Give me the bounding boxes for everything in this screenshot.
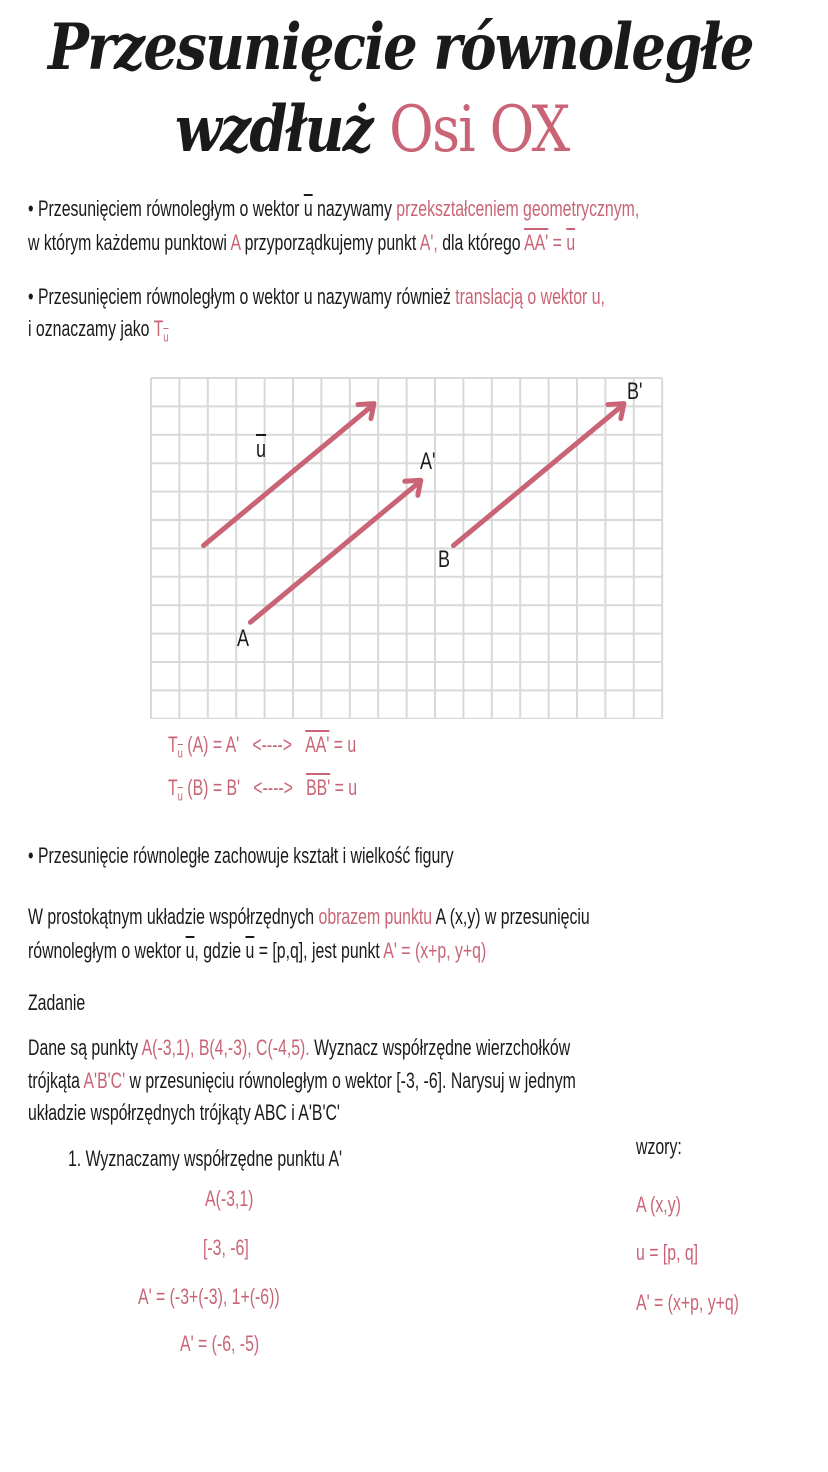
vector-AA-arrow: [250, 484, 416, 622]
calc-3: A' = (-3+(-3), 1+(-6)): [138, 1284, 280, 1309]
point-A-prime: A',: [419, 230, 438, 255]
text: T: [168, 732, 178, 757]
vector-AA: AA': [524, 230, 549, 255]
text: AA': [305, 732, 330, 757]
task-step-1: 1. Wyznaczamy współrzędne punktu A': [68, 1146, 343, 1171]
vector-u: $\overline{u}$: [566, 230, 576, 255]
translation-subscript: u: [163, 329, 169, 345]
text: T: [168, 775, 178, 800]
definition-1-line-1: [28, 196, 639, 222]
text: równoległym o wektor: [28, 938, 186, 963]
vector-u: $\overline{u}$: [303, 196, 313, 221]
highlight: A'B'C': [83, 1068, 126, 1093]
calc-2: [-3, -6]: [203, 1235, 249, 1260]
translation-symbol: T: [153, 316, 164, 341]
formula-2: u = [p, q]: [636, 1240, 699, 1265]
text: Wyznacz współrzędne wierzchołków: [309, 1035, 571, 1060]
text: u: [177, 788, 183, 804]
text: $\overline{u}$: [256, 436, 267, 463]
text: =: [548, 230, 567, 255]
highlight: przekształceniem geometrycznym,: [396, 196, 640, 221]
text: • Przesunięciem równoległym o wektor: [28, 196, 304, 221]
formula-1: A (x,y): [636, 1192, 681, 1217]
definition-2-line-2: [28, 316, 169, 344]
vector-u: $\overline{u}$: [185, 938, 195, 963]
calc-4: A' = (-6, -5): [180, 1331, 260, 1356]
label-B: B: [438, 546, 451, 573]
formula-3: A' = (x+p, y+q): [636, 1290, 739, 1315]
formulas-heading: wzory:: [636, 1134, 682, 1159]
highlight: A' = (x+p, y+q): [383, 938, 487, 963]
text: , gdzie: [194, 938, 246, 963]
coords-rule-line-2: [28, 938, 486, 964]
text: w którym każdemu punktowi: [28, 230, 231, 255]
text: = u: [333, 732, 357, 757]
text: w przesunięciu równoległym o wektor [-3, -6]. Narysuj w jednym: [125, 1068, 576, 1093]
text: przyporządkujemy punkt: [240, 230, 420, 255]
highlight: A(-3,1), B(4,-3), C(-4,5).: [141, 1035, 310, 1060]
title-black: wzdłuż: [175, 92, 372, 167]
text: = u: [334, 775, 358, 800]
text: • Przesunięciem równoległym o wektor u nazywamy również: [28, 284, 456, 309]
relation-A: [168, 732, 356, 760]
label-B-prime: B': [627, 378, 643, 405]
vector-u: $\overline{u}$: [245, 938, 255, 963]
definition-1-line-2: [28, 230, 575, 256]
calc-1: A(-3,1): [205, 1186, 254, 1211]
property-line: • Przesunięcie równoległe zachowuje kształt i wielkość figury: [28, 843, 454, 868]
text: i oznaczamy jako: [28, 316, 154, 341]
text: = [p,q], jest punkt: [254, 938, 384, 963]
text: (B) = B': [187, 775, 241, 800]
text: BB': [306, 775, 331, 800]
vector-BB-arrow: [453, 408, 619, 546]
double-arrow: <---->: [252, 732, 292, 757]
coords-rule-line-1: [28, 904, 590, 930]
title-line-2: [175, 92, 569, 167]
text: W prostokątnym układzie współrzędnych: [28, 904, 319, 929]
text: u: [177, 745, 183, 761]
point-A: A: [230, 230, 241, 255]
translation-diagram: [150, 377, 664, 719]
text: Dane są punkty: [28, 1035, 142, 1060]
highlight: translacją o wektor u,: [455, 284, 605, 309]
text: dla którego: [437, 230, 525, 255]
task-line-2: [28, 1068, 576, 1094]
text: (A) = A': [187, 732, 240, 757]
text: A (x,y) w przesunięciu: [432, 904, 590, 929]
task-line-1: [28, 1035, 570, 1061]
task-line-3: układzie współrzędnych trójkąty ABC i A'B'C': [28, 1100, 340, 1125]
label-A: A: [237, 625, 250, 652]
title-line-1: Przesunięcie równoległe: [48, 10, 753, 85]
relation-B: [168, 775, 357, 803]
label-A-prime: A': [420, 448, 436, 475]
double-arrow: <---->: [253, 775, 293, 800]
definition-2-line-1: [28, 284, 605, 310]
task-heading: Zadanie: [28, 990, 86, 1015]
vector-u-arrow: [204, 408, 370, 546]
text: nazywamy: [312, 196, 397, 221]
label-u: [256, 436, 266, 464]
title-pink: Osi OX: [389, 93, 569, 167]
text: trójkąta: [28, 1068, 84, 1093]
highlight: obrazem punktu: [318, 904, 433, 929]
